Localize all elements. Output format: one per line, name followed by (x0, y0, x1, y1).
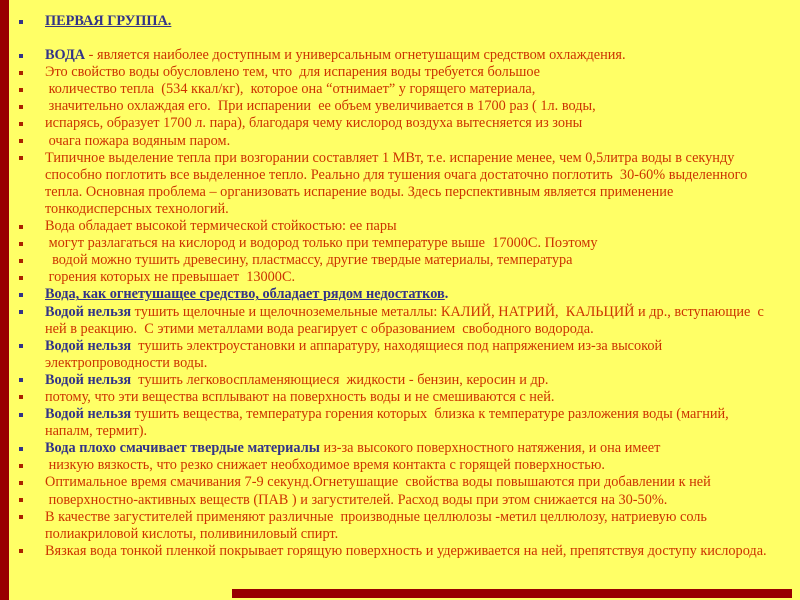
list-item (17, 64, 772, 81)
list-item (17, 133, 772, 150)
bullet-icon (19, 276, 23, 280)
list-item (17, 81, 772, 98)
text-segment: Водой нельзя (45, 303, 132, 320)
text-segment: Вязкая вода тонкой пленкой покрывает горящую поверхность и удерживается на ней, препятствуя доступу кислорода. (45, 542, 767, 559)
bullet-icon (19, 105, 23, 109)
bullet-icon (19, 395, 23, 399)
list-item (17, 406, 772, 440)
list-item (17, 269, 772, 286)
bullet-icon (19, 498, 23, 502)
bullet-icon (19, 20, 23, 24)
slide-title-item (17, 13, 772, 30)
bullet-icon (19, 71, 23, 75)
bullet-icon (19, 88, 23, 92)
text-segment: В качестве загустителей применяют различные производные целлюлозы -метил целлюлозу, натриевую соль полиакриловой кислоты, поливиниловый спирт. (45, 508, 711, 542)
text-segment: количество тепла (534 ккал/кг), которое она “отнимает” у горящего материала, (45, 81, 536, 98)
bullet-icon (19, 122, 23, 126)
bullet-icon (19, 156, 23, 160)
text-segment: Вода обладает высокой термической стойкостью: ее пары (45, 218, 397, 235)
list-item (17, 286, 772, 303)
text-segment: Водой нельзя (45, 371, 132, 388)
list-item (17, 98, 772, 115)
bullet-icon (19, 259, 23, 263)
list-item (17, 457, 772, 474)
text-segment: поверхностно-активных веществ (ПАВ ) и загустителей. Расход воды при этом снижается на 30-50%. (45, 491, 668, 508)
text-segment: из-за высокого поверхностного натяжения, и она имеет (319, 440, 661, 457)
bullet-icon (19, 139, 23, 143)
text-segment: Вода, как огнетушащее средство, обладает рядом недостатков (45, 286, 445, 303)
list-item (17, 338, 772, 372)
list-item (17, 492, 772, 509)
list-item (17, 474, 772, 491)
list-item (17, 218, 772, 235)
list-item (17, 372, 772, 389)
list-item (17, 252, 772, 269)
text-segment: Оптимальное время смачивания 7-9 секунд.Огнетушащие свойства воды повышаются при добавлении к ней (45, 474, 711, 491)
list-item (17, 150, 772, 218)
text-segment: очага пожара водяным паром. (45, 132, 231, 149)
left-accent-bar (0, 0, 9, 600)
text-segment: Это свойство воды обусловлено тем, что для испарения воды требуется большое (45, 64, 541, 81)
text-segment: значительно охлаждая его. При испарении ее объем увеличивается в 1700 раз ( 1л. воды, (45, 98, 596, 115)
bullet-icon (19, 549, 23, 553)
text-segment: Водой нельзя (45, 406, 132, 423)
list-item (17, 304, 772, 338)
text-segment: испарясь, образует 1700 л. пара), благодаря чему кислород воздуха вытесняется из зоны (45, 115, 583, 132)
text-segment: могут разлагаться на кислород и водород только при температуре выше 17000С. Поэтому (45, 235, 598, 252)
text-segment: тушить легковоспламеняющиеся жидкости - бензин, керосин и др. (131, 371, 549, 388)
list-item (17, 440, 772, 457)
list-item (17, 543, 772, 560)
list-item (17, 389, 772, 406)
text-segment: тушить вещества, температура горения которых близка к температуре разложения воды (магний, напалм, термит). (45, 406, 733, 440)
text-segment: низкую вязкость, что резко снижает необходимое время контакта с горящей поверхностью. (45, 457, 605, 474)
text-segment: тушить электроустановки и аппаратуру, находящиеся под напряжением из-за высокой электропроводности воды. (45, 337, 666, 371)
list-item (17, 115, 772, 132)
text-segment: Вода плохо смачивает твердые материалы (45, 440, 320, 457)
bullet-icon (19, 413, 23, 417)
text-segment: . (444, 286, 449, 303)
list-item (17, 235, 772, 252)
bullet-icon (19, 54, 23, 58)
text-segment: водой можно тушить древесину, пластмассу, другие твердые материалы, температура (45, 252, 573, 269)
list-item (17, 47, 772, 64)
text-segment: ПЕРВАЯ ГРУППА. (45, 13, 172, 29)
bullet-icon (19, 447, 23, 451)
text-segment: потому, что эти вещества всплывают на поверхность воды и не смешиваются с ней. (45, 388, 555, 405)
bullet-icon (19, 464, 23, 468)
text-segment: - является наиболее доступным и универсальным огнетушащим средством охлаждения. (85, 47, 626, 64)
text-segment: горения которых не превышает 13000С. (45, 269, 296, 286)
bullet-icon (19, 310, 23, 314)
bullet-icon (19, 225, 23, 229)
bullet-icon (19, 293, 23, 297)
bullet-icon (19, 481, 23, 485)
text-segment: Водой нельзя (45, 337, 132, 354)
bullet-icon (19, 378, 23, 382)
text-segment: ВОДА (45, 47, 86, 64)
text-segment: тушить щелочные и щелочноземельные металлы: КАЛИЙ, НАТРИЙ, КАЛЬЦИЙ и др., вступающие с ней в реакцию. С этими металлами вода реагирует с образованием свободного водорода. (45, 303, 768, 337)
bottom-accent-bar (232, 589, 792, 598)
list-item (17, 509, 772, 543)
text-segment: Типичное выделение тепла при возгорании составляет 1 МВт, т.е. испарение менее, чем 0,5литра воды в секунду способно поглотить все выделенное тепло. Реально для тушения очага достаточно поглотить 30-60% выделенного тепла. Основная проблема – организовать испарение воды. Здесь перспективным является применение тонкодисперсных технологий. (45, 149, 751, 217)
bullet-icon (19, 515, 23, 519)
bullet-icon (19, 344, 23, 348)
bullet-icon (19, 242, 23, 246)
